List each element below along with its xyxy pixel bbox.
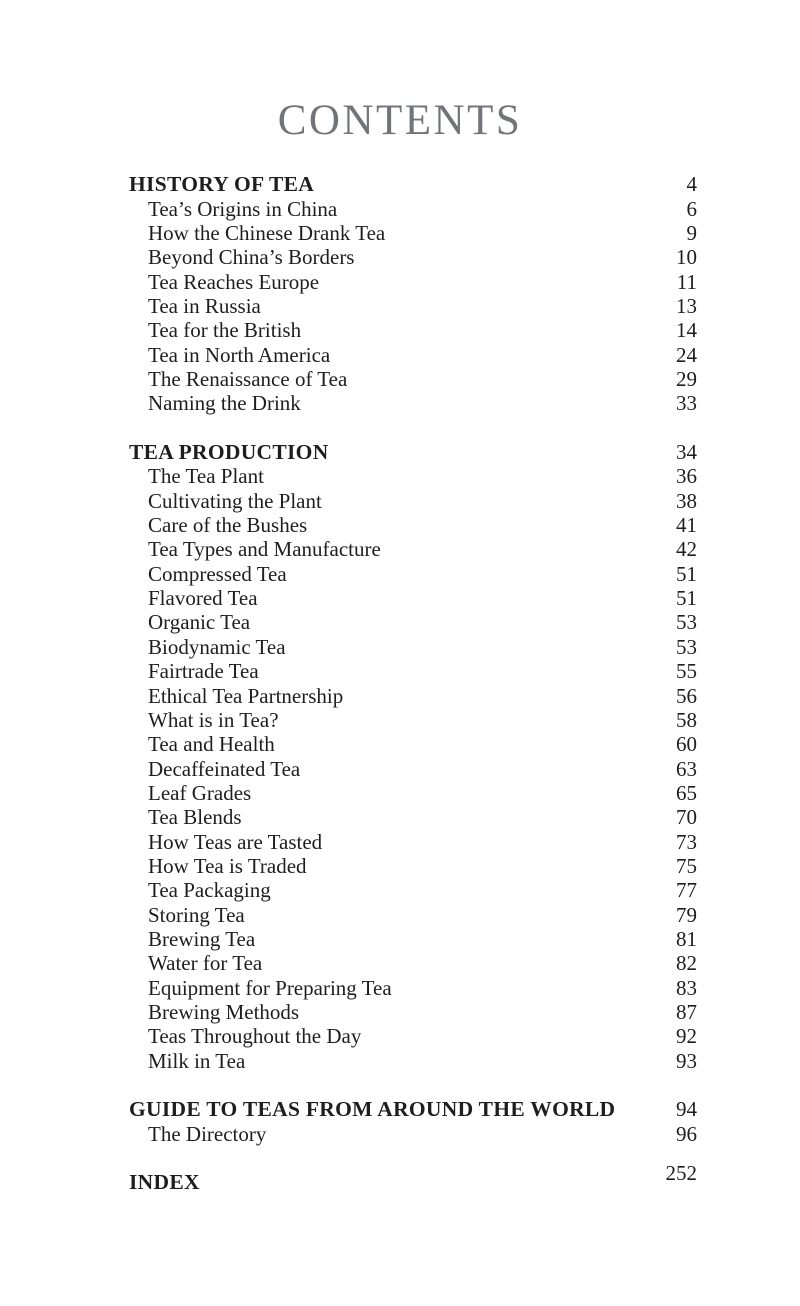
toc-entry bbox=[129, 294, 697, 318]
entry-title: Equipment for Preparing Tea bbox=[148, 975, 392, 1000]
toc-entry bbox=[129, 318, 697, 342]
toc-entry bbox=[129, 537, 697, 561]
toc-entry bbox=[129, 854, 697, 878]
entry-title: How Teas are Tasted bbox=[148, 829, 323, 854]
toc-entry bbox=[129, 805, 697, 829]
toc-entry bbox=[129, 440, 697, 464]
entry-title: How the Chinese Drank Tea bbox=[148, 220, 386, 245]
toc-entry bbox=[129, 1097, 697, 1121]
entry-page-number: 6 bbox=[686, 196, 697, 221]
entry-page-number: 38 bbox=[676, 488, 697, 513]
entry-title: Cultivating the Plant bbox=[148, 488, 322, 513]
toc-entry bbox=[129, 221, 697, 245]
entry-page-number: 81 bbox=[676, 926, 697, 951]
entry-title: Tea in Russia bbox=[148, 294, 261, 319]
toc-entry bbox=[129, 684, 697, 708]
toc-section bbox=[129, 172, 697, 415]
entry-page-number: 13 bbox=[676, 294, 697, 319]
entry-title: The Directory bbox=[148, 1121, 267, 1146]
entry-title: Care of the Bushes bbox=[148, 513, 308, 538]
toc-entry bbox=[129, 610, 697, 634]
entry-page-number: 53 bbox=[676, 634, 697, 659]
toc-entry bbox=[129, 343, 697, 367]
entry-page-number: 79 bbox=[676, 902, 697, 927]
toc-entry bbox=[129, 878, 697, 902]
page-title: CONTENTS bbox=[277, 97, 523, 144]
entry-page-number: 65 bbox=[676, 780, 697, 805]
section-page-number: 34 bbox=[676, 440, 697, 465]
toc-entry bbox=[129, 635, 697, 659]
entry-title: Tea Packaging bbox=[148, 878, 271, 903]
toc-entry bbox=[129, 830, 697, 854]
toc-entry bbox=[129, 270, 697, 294]
entry-page-number: 82 bbox=[676, 951, 697, 976]
toc-entry bbox=[129, 489, 697, 513]
entry-page-number: 41 bbox=[676, 513, 697, 538]
entry-title: Tea in North America bbox=[148, 342, 331, 367]
entry-title: Decaffeinated Tea bbox=[148, 756, 301, 781]
entry-title: Fairtrade Tea bbox=[148, 659, 259, 684]
entry-page-number: 92 bbox=[676, 1024, 697, 1049]
entry-title: Tea Blends bbox=[148, 805, 242, 830]
toc-section bbox=[129, 1097, 697, 1146]
entry-title: Ethical Tea Partnership bbox=[148, 683, 344, 708]
entry-page-number: 87 bbox=[676, 999, 697, 1024]
entry-title: Milk in Tea bbox=[148, 1048, 246, 1073]
entry-title: What is in Tea? bbox=[148, 707, 279, 732]
entry-page-number: 14 bbox=[676, 318, 697, 343]
entry-title: Tea Reaches Europe bbox=[148, 269, 320, 294]
entry-page-number: 56 bbox=[676, 683, 697, 708]
entry-page-number: 83 bbox=[676, 975, 697, 1000]
entry-page-number: 51 bbox=[676, 561, 697, 586]
toc-section bbox=[129, 1161, 697, 1195]
toc-entry bbox=[129, 781, 697, 805]
section-page-number: 4 bbox=[686, 172, 697, 197]
entry-page-number: 24 bbox=[676, 342, 697, 367]
entry-title: Biodynamic Tea bbox=[148, 634, 286, 659]
entry-title: Brewing Tea bbox=[148, 926, 256, 951]
entry-title: Brewing Methods bbox=[148, 999, 300, 1024]
entry-title: Storing Tea bbox=[148, 902, 245, 927]
section-title: GUIDE TO TEAS FROM AROUND THE WORLD bbox=[129, 1097, 616, 1122]
entry-page-number: 63 bbox=[676, 756, 697, 781]
toc-entry bbox=[129, 927, 697, 951]
entry-title: The Renaissance of Tea bbox=[148, 367, 348, 392]
entry-title: Beyond China’s Borders bbox=[148, 245, 355, 270]
toc-entry bbox=[129, 659, 697, 683]
entry-page-number: 60 bbox=[676, 732, 697, 757]
toc-entry bbox=[129, 976, 697, 1000]
toc-section bbox=[129, 440, 697, 1073]
entry-page-number: 51 bbox=[676, 586, 697, 611]
toc-entry bbox=[129, 903, 697, 927]
toc-entry bbox=[129, 1122, 697, 1146]
section-title: INDEX bbox=[129, 1170, 200, 1195]
toc-entry bbox=[129, 757, 697, 781]
entry-page-number: 96 bbox=[676, 1121, 697, 1146]
entry-title: How Tea is Traded bbox=[148, 853, 307, 878]
entry-title: Leaf Grades bbox=[148, 780, 252, 805]
entry-title: Tea and Health bbox=[148, 732, 275, 757]
entry-title: Compressed Tea bbox=[148, 561, 287, 586]
toc-entry bbox=[129, 1161, 697, 1195]
entry-title: Organic Tea bbox=[148, 610, 251, 635]
entry-page-number: 9 bbox=[686, 220, 697, 245]
toc-entry bbox=[129, 367, 697, 391]
entry-title: Tea’s Origins in China bbox=[148, 196, 338, 221]
section-page-number: 252 bbox=[665, 1161, 697, 1186]
entry-page-number: 77 bbox=[676, 878, 697, 903]
toc-entry bbox=[129, 513, 697, 537]
toc-entry bbox=[129, 1049, 697, 1073]
section-page-number: 94 bbox=[676, 1097, 697, 1122]
entry-page-number: 53 bbox=[676, 610, 697, 635]
toc-entry bbox=[129, 172, 697, 196]
entry-page-number: 58 bbox=[676, 707, 697, 732]
entry-page-number: 55 bbox=[676, 659, 697, 684]
toc-entry bbox=[129, 391, 697, 415]
entry-title: Tea for the British bbox=[148, 318, 302, 343]
entry-page-number: 70 bbox=[676, 805, 697, 830]
entry-page-number: 75 bbox=[676, 853, 697, 878]
toc-entry bbox=[129, 245, 697, 269]
entry-title: Water for Tea bbox=[148, 951, 263, 976]
toc-entry bbox=[129, 1000, 697, 1024]
entry-page-number: 10 bbox=[676, 245, 697, 270]
table-of-contents bbox=[129, 172, 697, 1194]
toc-entry bbox=[129, 464, 697, 488]
toc-entry bbox=[129, 197, 697, 221]
section-title: TEA PRODUCTION bbox=[129, 440, 329, 465]
entry-title: Tea Types and Manufacture bbox=[148, 537, 381, 562]
entry-page-number: 93 bbox=[676, 1048, 697, 1073]
toc-entry bbox=[129, 562, 697, 586]
toc-entry bbox=[129, 732, 697, 756]
entry-page-number: 29 bbox=[676, 367, 697, 392]
toc-entry bbox=[129, 1024, 697, 1048]
toc-entry bbox=[129, 951, 697, 975]
entry-title: The Tea Plant bbox=[148, 464, 264, 489]
entry-title: Naming the Drink bbox=[148, 391, 301, 416]
entry-page-number: 42 bbox=[676, 537, 697, 562]
entry-title: Flavored Tea bbox=[148, 586, 258, 611]
toc-entry bbox=[129, 586, 697, 610]
entry-page-number: 36 bbox=[676, 464, 697, 489]
entry-page-number: 33 bbox=[676, 391, 697, 416]
entry-page-number: 11 bbox=[676, 269, 697, 294]
entry-page-number: 73 bbox=[676, 829, 697, 854]
entry-title: Teas Throughout the Day bbox=[148, 1024, 362, 1049]
toc-entry bbox=[129, 708, 697, 732]
section-title: HISTORY OF TEA bbox=[129, 172, 315, 197]
